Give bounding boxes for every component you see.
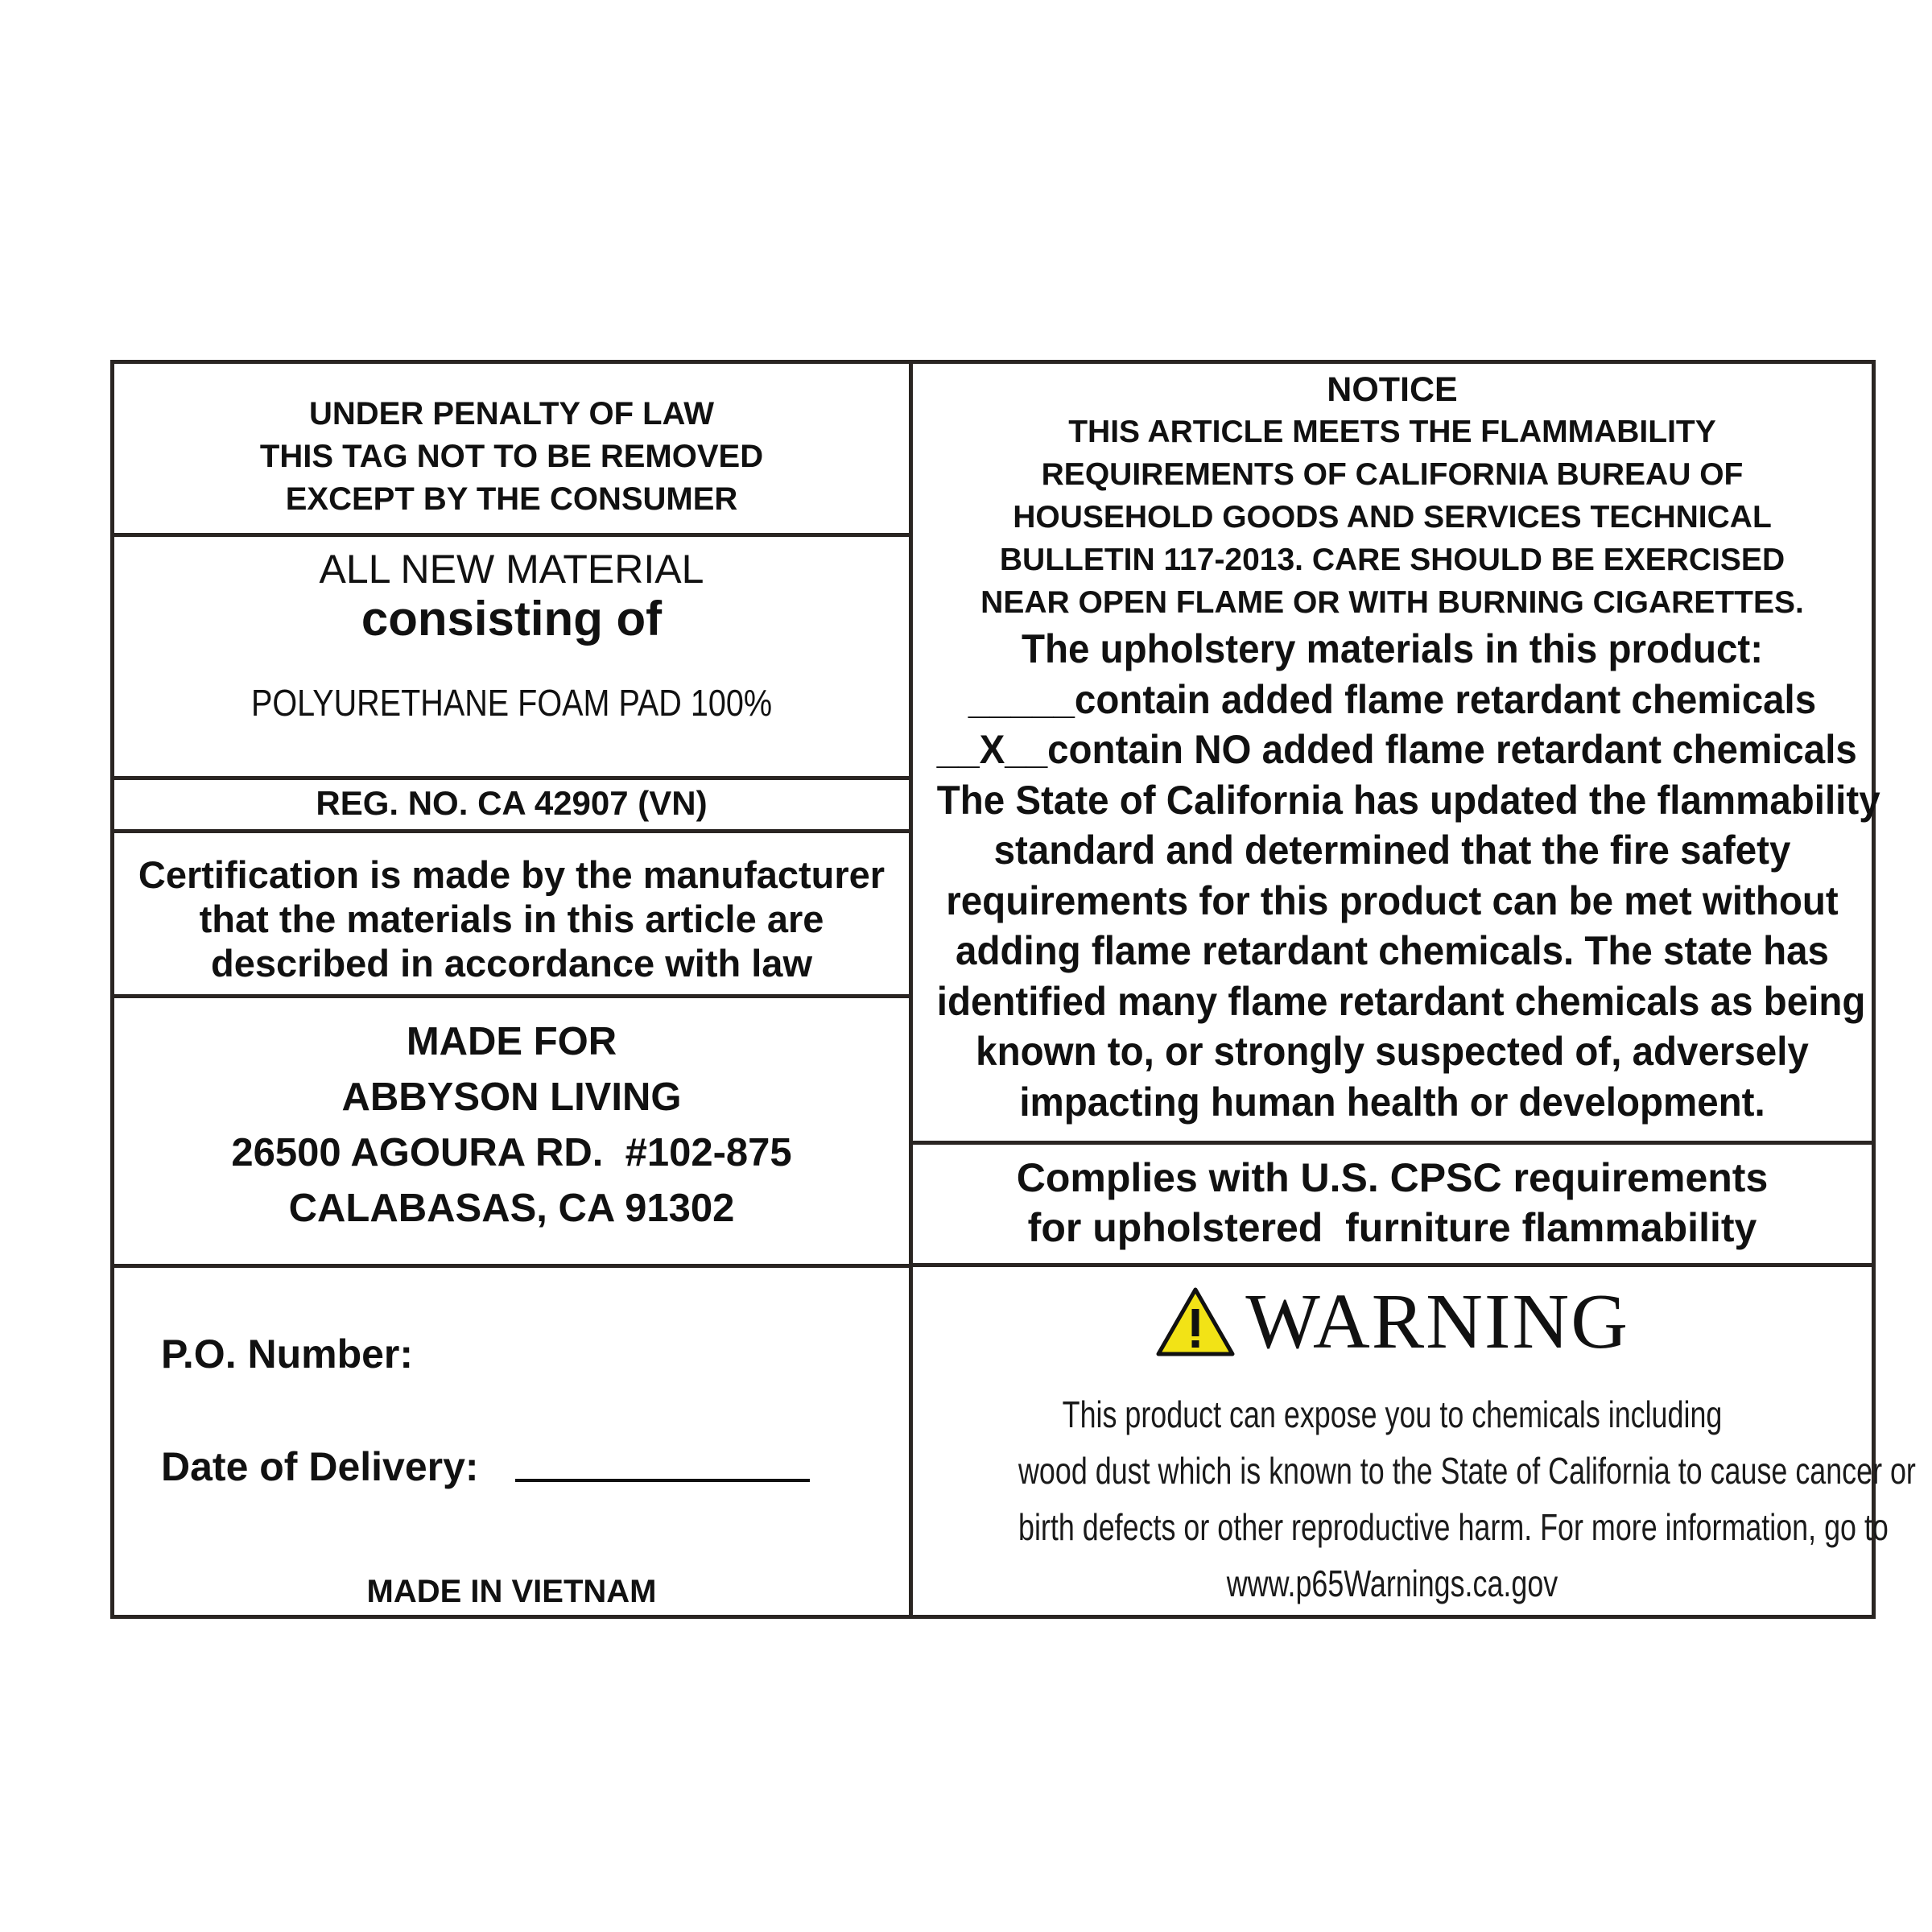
made-for-line: MADE FOR xyxy=(406,1020,617,1063)
material-section xyxy=(114,533,909,776)
notice-caps-line: BULLETIN 117-2013. CARE SHOULD BE EXERCISED xyxy=(999,543,1785,577)
notice-caps-line: THIS ARTICLE MEETS THE FLAMMABILITY xyxy=(1068,415,1716,449)
made-for-line: ABBYSON LIVING xyxy=(341,1075,682,1119)
warning-text-line: birth defects or other reproductive harm. For more information, go to xyxy=(1018,1506,1889,1548)
delivery-date-label: Date of Delivery: xyxy=(161,1444,479,1489)
made-for-section xyxy=(114,994,909,1264)
prop65-warning-section xyxy=(913,1263,1916,1615)
certification-line: Certification is made by the manufacturer xyxy=(138,853,886,896)
certification-line: that the materials in this article are xyxy=(199,898,824,940)
notice-body-line: known to, or strongly suspected of, adversely xyxy=(976,1029,1809,1074)
penalty-line: UNDER PENALTY OF LAW xyxy=(309,396,714,431)
notice-caps-line: REQUIREMENTS OF CALIFORNIA BUREAU OF xyxy=(1041,457,1744,492)
material-content: POLYURETHANE FOAM PAD 100% xyxy=(250,682,773,724)
order-info-section xyxy=(114,1264,909,1615)
notice-body-line: identified many flame retardant chemicals as being xyxy=(936,978,1866,1024)
certification-section xyxy=(114,829,909,994)
made-for-line: CALABASAS, CA 91302 xyxy=(288,1187,735,1230)
notice-body-line: requirements for this product can be met without xyxy=(946,877,1839,923)
made-for-line: 26500 AGOURA RD. #102-875 xyxy=(231,1131,792,1174)
cpsc-line: Complies with U.S. CPSC requirements xyxy=(1016,1155,1769,1200)
warning-header xyxy=(913,1278,1872,1365)
notice-title: NOTICE xyxy=(1327,370,1458,409)
notice-body-line: The upholstery materials in this product: xyxy=(1021,626,1764,671)
penalty-line: THIS TAG NOT TO BE REMOVED xyxy=(259,439,764,474)
law-label-tag xyxy=(110,360,1916,1619)
po-number-label: P.O. Number: xyxy=(161,1331,414,1377)
notice-body-line: adding flame retardant chemicals. The state has xyxy=(956,928,1829,973)
right-column xyxy=(913,364,1916,1615)
notice-caps-line: HOUSEHOLD GOODS AND SERVICES TECHNICAL xyxy=(1013,500,1772,535)
certification-line: described in accordance with law xyxy=(210,942,813,985)
flammability-notice-section xyxy=(913,364,1880,1141)
notice-requirements xyxy=(913,411,1872,624)
warning-word: WARNING xyxy=(1245,1278,1630,1365)
notice-body xyxy=(936,624,1880,1127)
penalty-notice-section xyxy=(114,364,909,533)
notice-body-line: The State of California has updated the flammability xyxy=(936,777,1880,823)
notice-body-line: _____contain added flame retardant chemicals xyxy=(968,676,1817,722)
notice-body-line: __X__contain NO added flame retardant chemicals xyxy=(936,727,1857,772)
cpsc-compliance-section xyxy=(913,1141,1872,1263)
notice-body-line: impacting human health or development. xyxy=(1019,1079,1765,1125)
warning-text-line: www.p65Warnings.ca.gov xyxy=(1226,1563,1558,1604)
country-of-origin: MADE IN VIETNAM xyxy=(366,1574,657,1609)
delivery-date-blank-line xyxy=(515,1479,810,1482)
penalty-line: EXCEPT BY THE CONSUMER xyxy=(285,481,738,517)
material-subtitle: consisting of xyxy=(361,592,663,646)
warning-text-line: This product can expose you to chemicals including xyxy=(1062,1393,1723,1435)
warning-triangle-icon xyxy=(1155,1286,1236,1357)
warning-text-line: wood dust which is known to the State of California to cause cancer or xyxy=(1018,1450,1916,1492)
left-column xyxy=(114,364,913,1615)
cpsc-line: for upholstered furniture flammability xyxy=(1027,1205,1757,1250)
registration-number: REG. NO. CA 42907 (VN) xyxy=(114,776,909,829)
notice-caps-line: NEAR OPEN FLAME OR WITH BURNING CIGARETTES. xyxy=(980,585,1804,620)
warning-text xyxy=(1018,1386,1916,1612)
notice-body-line: standard and determined that the fire safety xyxy=(993,828,1791,873)
material-title: ALL NEW MATERIAL xyxy=(319,547,704,592)
